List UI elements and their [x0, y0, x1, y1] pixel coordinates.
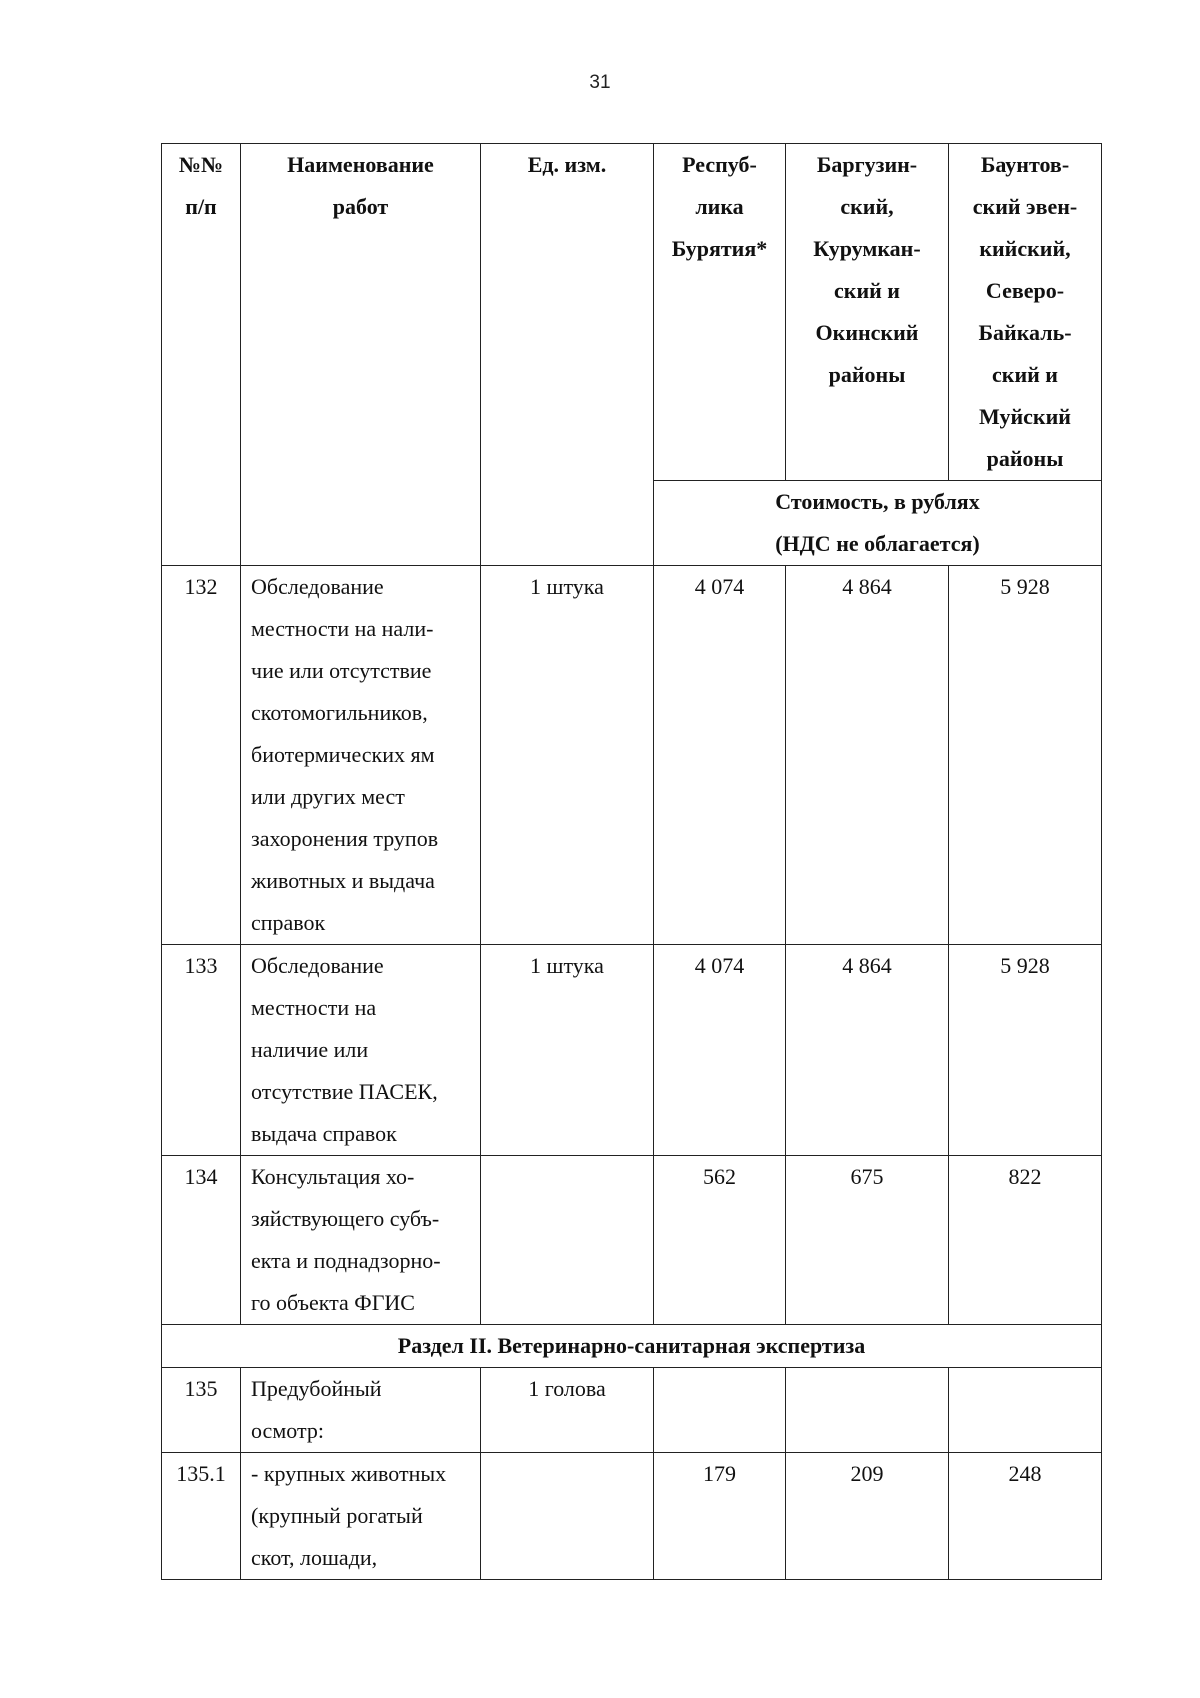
row-number: 135.1: [162, 1453, 241, 1580]
row-number: 135: [162, 1368, 241, 1453]
table-row: [162, 1368, 1102, 1453]
row-unit: 1 штука: [481, 945, 654, 1156]
table-row: [162, 945, 1102, 1156]
row-number: 133: [162, 945, 241, 1156]
table-row: [162, 1156, 1102, 1325]
row-unit: [481, 1156, 654, 1325]
row-number: 134: [162, 1156, 241, 1325]
header-republic-buryatia: Респуб- лика Бурятия*: [654, 144, 786, 481]
header-name: Наименование работ: [241, 144, 481, 566]
row-price-barguzin: 675: [786, 1156, 949, 1325]
row-price-bauntov: 248: [949, 1453, 1102, 1580]
section-title: Раздел II. Ветеринарно-санитарная экспертиза: [162, 1325, 1102, 1368]
header-number: №№ п/п: [162, 144, 241, 566]
row-name: Предубойный осмотр:: [241, 1368, 481, 1453]
header-bauntov-districts: Баунтов- ский эвен- кийский, Северо- Байкаль- ский и Муйский районы: [949, 144, 1102, 481]
price-table: [161, 143, 1102, 1580]
row-price-bauntov: 5 928: [949, 566, 1102, 945]
header-row: [162, 144, 1102, 481]
header-cost-caption: Стоимость, в рублях (НДС не облагается): [654, 481, 1102, 566]
row-price-barguzin: 209: [786, 1453, 949, 1580]
row-number: 132: [162, 566, 241, 945]
row-unit: 1 штука: [481, 566, 654, 945]
table-row: [162, 1453, 1102, 1580]
row-price-barguzin: [786, 1368, 949, 1453]
row-price-republic: [654, 1368, 786, 1453]
row-unit: [481, 1453, 654, 1580]
row-unit: 1 голова: [481, 1368, 654, 1453]
row-price-republic: 4 074: [654, 945, 786, 1156]
row-price-barguzin: 4 864: [786, 945, 949, 1156]
row-price-republic: 4 074: [654, 566, 786, 945]
header-barguzin-districts: Баргузин- ский, Курумкан- ский и Окинский районы: [786, 144, 949, 481]
row-name: - крупных животных (крупный рогатый скот, лошади,: [241, 1453, 481, 1580]
table-row: [162, 566, 1102, 945]
section-row: [162, 1325, 1102, 1368]
row-price-bauntov: 822: [949, 1156, 1102, 1325]
row-price-barguzin: 4 864: [786, 566, 949, 945]
row-price-bauntov: [949, 1368, 1102, 1453]
row-name: Консультация хо- зяйствующего субъ- екта и поднадзорно- го объекта ФГИС: [241, 1156, 481, 1325]
row-price-republic: 179: [654, 1453, 786, 1580]
row-price-bauntov: 5 928: [949, 945, 1102, 1156]
row-name: Обследование местности на наличие или отсутствие ПАСЕК, выдача справок: [241, 945, 481, 1156]
row-name: Обследование местности на нали- чие или отсутствие скотомогильников, биотермических ям или других мест захоронения трупов животных и выдача справок: [241, 566, 481, 945]
row-price-republic: 562: [654, 1156, 786, 1325]
header-unit: Ед. изм.: [481, 144, 654, 566]
page-number: 31: [589, 72, 611, 93]
